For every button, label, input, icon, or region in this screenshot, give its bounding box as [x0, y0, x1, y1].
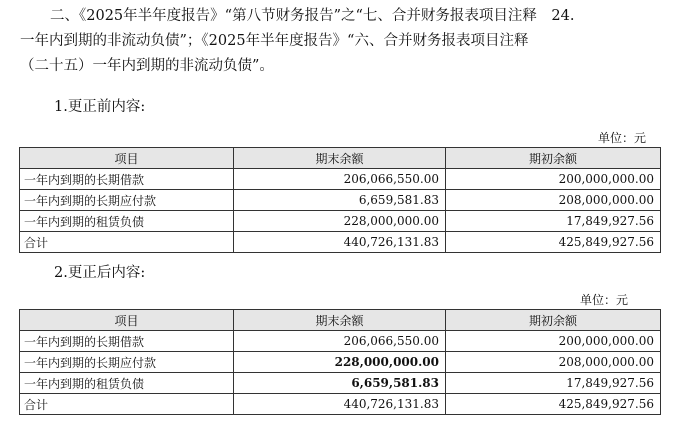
row-item: 一年内到期的长期应付款: [20, 190, 234, 211]
intro-paragraph: [20, 4, 670, 79]
table-row: [20, 331, 661, 352]
header-opening-balance: 期初余额: [446, 148, 661, 169]
row-ending-balance: 206,066,550.00: [234, 331, 446, 352]
row-opening-balance: 425,849,927.56: [446, 232, 661, 253]
row-ending-balance: 6,659,581.83: [234, 190, 446, 211]
row-opening-balance: 17,849,927.56: [446, 211, 661, 232]
row-opening-balance: 17,849,927.56: [446, 373, 661, 394]
table-header-row: [20, 148, 661, 169]
intro-line: 二、《2025年半年度报告》“第八节财务报告”之“七、合并财务报表项目注释 24.: [50, 8, 575, 24]
intro-line: （二十五）一年内到期的非流动负债”。: [20, 58, 274, 74]
section-heading-after: 2.更正后内容:: [54, 265, 146, 281]
row-opening-balance: 208,000,000.00: [446, 190, 661, 211]
unit-label-after: 单位：元: [580, 293, 629, 307]
table-row: [20, 352, 661, 373]
row-ending-balance: 440,726,131.83: [234, 394, 446, 415]
header-item: 项目: [20, 310, 234, 331]
row-item: 一年内到期的长期借款: [20, 169, 234, 190]
row-opening-balance: 200,000,000.00: [446, 169, 661, 190]
row-item: 一年内到期的租赁负债: [20, 211, 234, 232]
table-row: [20, 190, 661, 211]
row-item: 一年内到期的长期借款: [20, 331, 234, 352]
table-after-correction: [19, 309, 661, 415]
table-total-row: [20, 232, 661, 253]
row-opening-balance: 425,849,927.56: [446, 394, 661, 415]
header-opening-balance: 期初余额: [446, 310, 661, 331]
table-row: [20, 373, 661, 394]
table-row: [20, 211, 661, 232]
row-item: 合计: [20, 394, 234, 415]
table-row: [20, 169, 661, 190]
row-ending-balance: 206,066,550.00: [234, 169, 446, 190]
table-before-correction: [19, 147, 661, 253]
unit-label-before: 单位：元: [598, 131, 647, 145]
table-total-row: [20, 394, 661, 415]
row-item: 一年内到期的租赁负债: [20, 373, 234, 394]
header-item: 项目: [20, 148, 234, 169]
row-opening-balance: 208,000,000.00: [446, 352, 661, 373]
row-ending-balance-corrected: 228,000,000.00: [234, 352, 446, 373]
row-opening-balance: 200,000,000.00: [446, 331, 661, 352]
row-item: 合计: [20, 232, 234, 253]
intro-line: 一年内到期的非流动负债”；《2025年半年度报告》“六、合并财务报表项目注释: [20, 33, 529, 49]
header-ending-balance: 期末余额: [234, 310, 446, 331]
header-ending-balance: 期末余额: [234, 148, 446, 169]
row-item: 一年内到期的长期应付款: [20, 352, 234, 373]
section-heading-before: 1.更正前内容:: [54, 99, 146, 115]
row-ending-balance-corrected: 6,659,581.83: [234, 373, 446, 394]
row-ending-balance: 440,726,131.83: [234, 232, 446, 253]
row-ending-balance: 228,000,000.00: [234, 211, 446, 232]
table-header-row: [20, 310, 661, 331]
